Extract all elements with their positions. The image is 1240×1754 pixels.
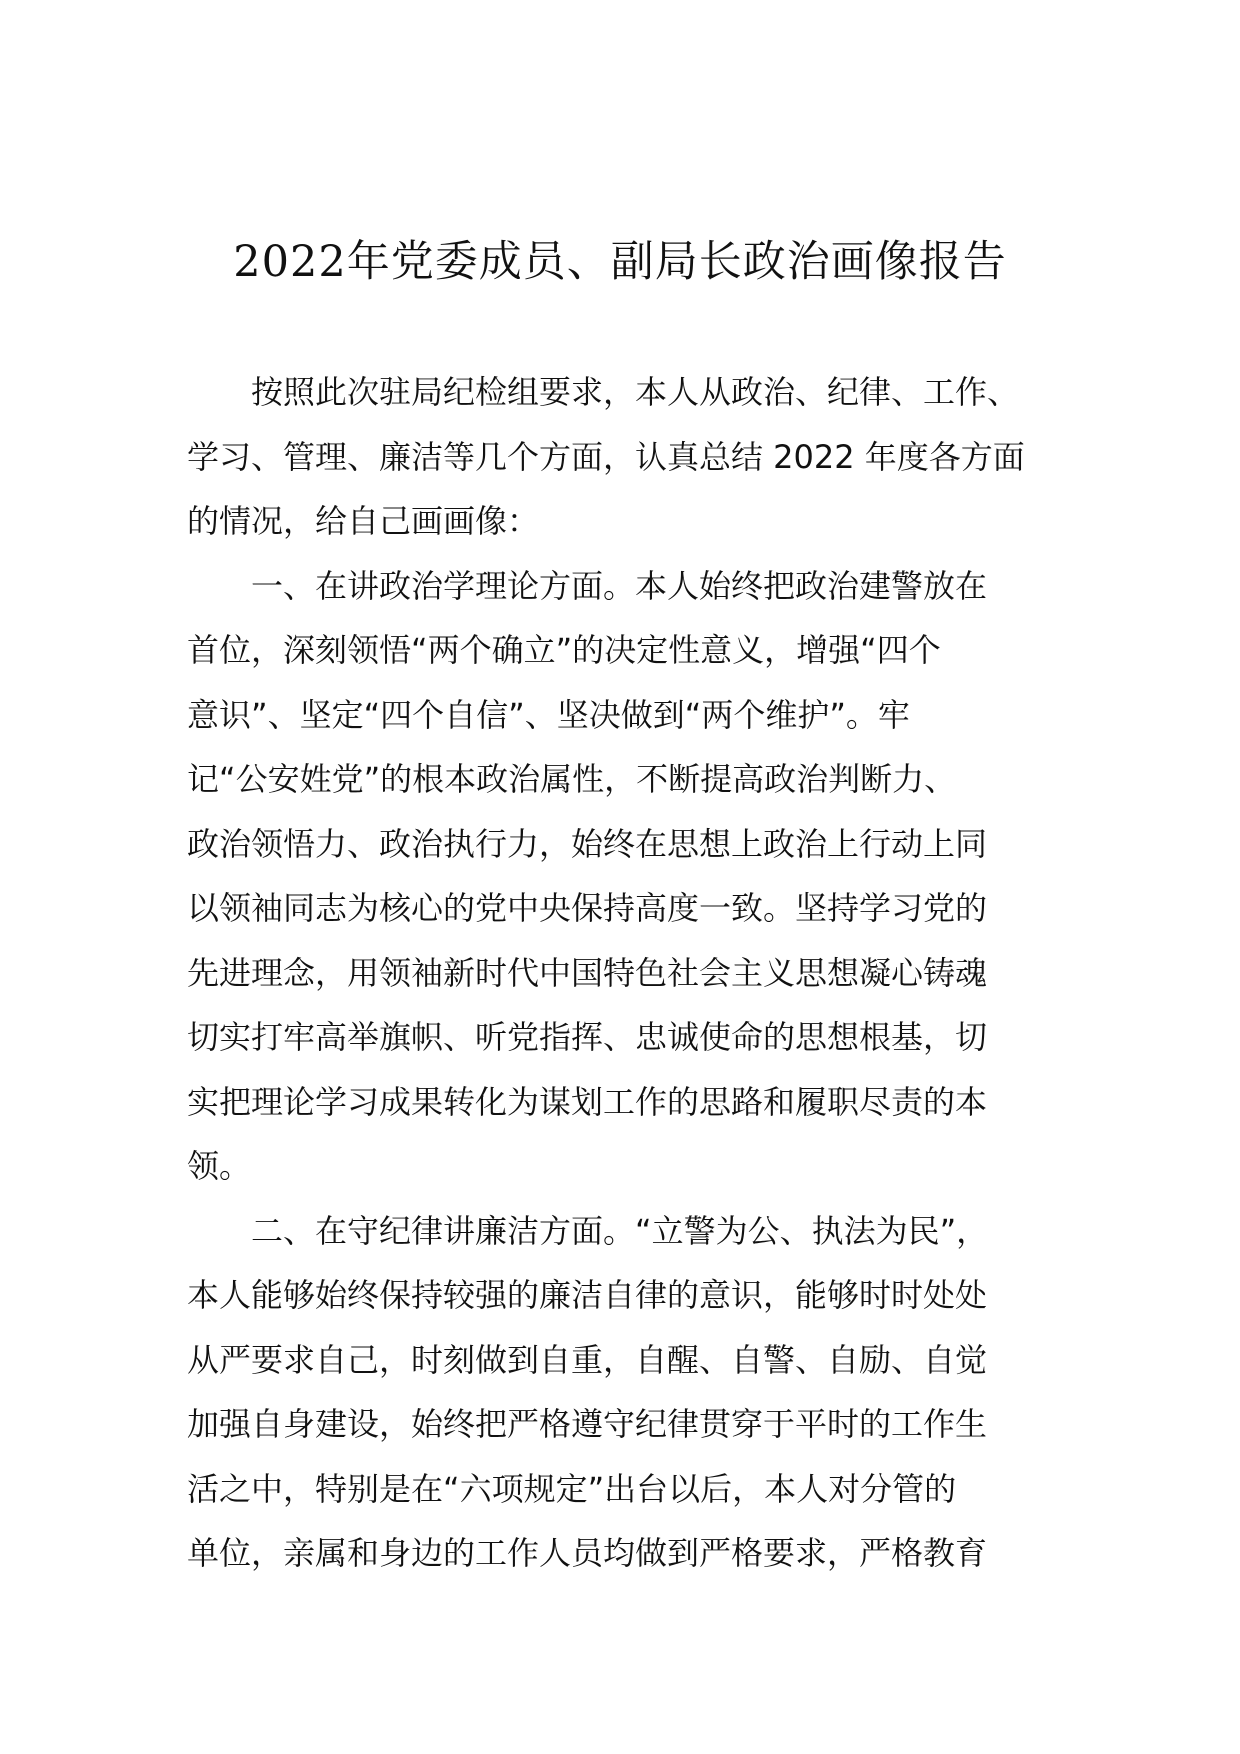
paragraph-line: 单位，亲属和身边的工作人员均做到严格要求，严格教育 <box>187 1534 988 1572</box>
paragraph-line: 一、在讲政治学理论方面。本人始终把政治建警放在 <box>251 566 988 605</box>
paragraph-line: 的情况，给自己画画像： <box>187 502 540 540</box>
paragraph-line: 政治领悟力、政治执行力，始终在思想上政治上行动上同 <box>187 824 988 863</box>
document-body <box>187 360 1062 1586</box>
paragraph-line: 首位，深刻领悟“两个确立”的决定性意义，增强“四个 <box>187 631 941 669</box>
paragraph-line: 先进理念，用领袖新时代中国特色社会主义思想凝心铸魂 <box>187 953 988 992</box>
paragraph-line: 意识”、坚定“四个自信”、坚决做到“两个维护”。牢 <box>187 695 910 734</box>
paragraph-line: 领。 <box>187 1147 252 1185</box>
page-title: 2022年党委成员、副局长政治画像报告 <box>233 237 1007 287</box>
paragraph-line: 按照此次驻局纪检组要求，本人从政治、纪律、工作、 <box>251 373 1020 411</box>
paragraph-line: 学习、管理、廉洁等几个方面，认真总结 2022 年度各方面 <box>187 437 1025 476</box>
paragraph-line: 本人能够始终保持较强的廉洁自律的意识，能够时时处处 <box>187 1276 988 1314</box>
paragraph-line: 以领袖同志为核心的党中央保持高度一致。坚持学习党的 <box>187 889 988 927</box>
paragraph-line: 切实打牢高举旗帜、听党指挥、忠诚使命的思想根基，切 <box>187 1018 988 1056</box>
paragraph-line: 活之中，特别是在“六项规定”出台以后，本人对分管的 <box>187 1469 957 1508</box>
paragraph-line: 加强自身建设，始终把严格遵守纪律贯穿于平时的工作生 <box>187 1405 988 1443</box>
paragraph-line: 从严要求自己，时刻做到自重，自醒、自警、自励、自觉 <box>187 1340 988 1379</box>
paragraph-line: 二、在守纪律讲廉洁方面。“立警为公、执法为民”， <box>251 1211 989 1250</box>
paragraph-line: 记“公安姓党”的根本政治属性，不断提高政治判断力、 <box>187 760 957 798</box>
paragraph-line: 实把理论学习成果转化为谋划工作的思路和履职尽责的本 <box>187 1082 988 1121</box>
